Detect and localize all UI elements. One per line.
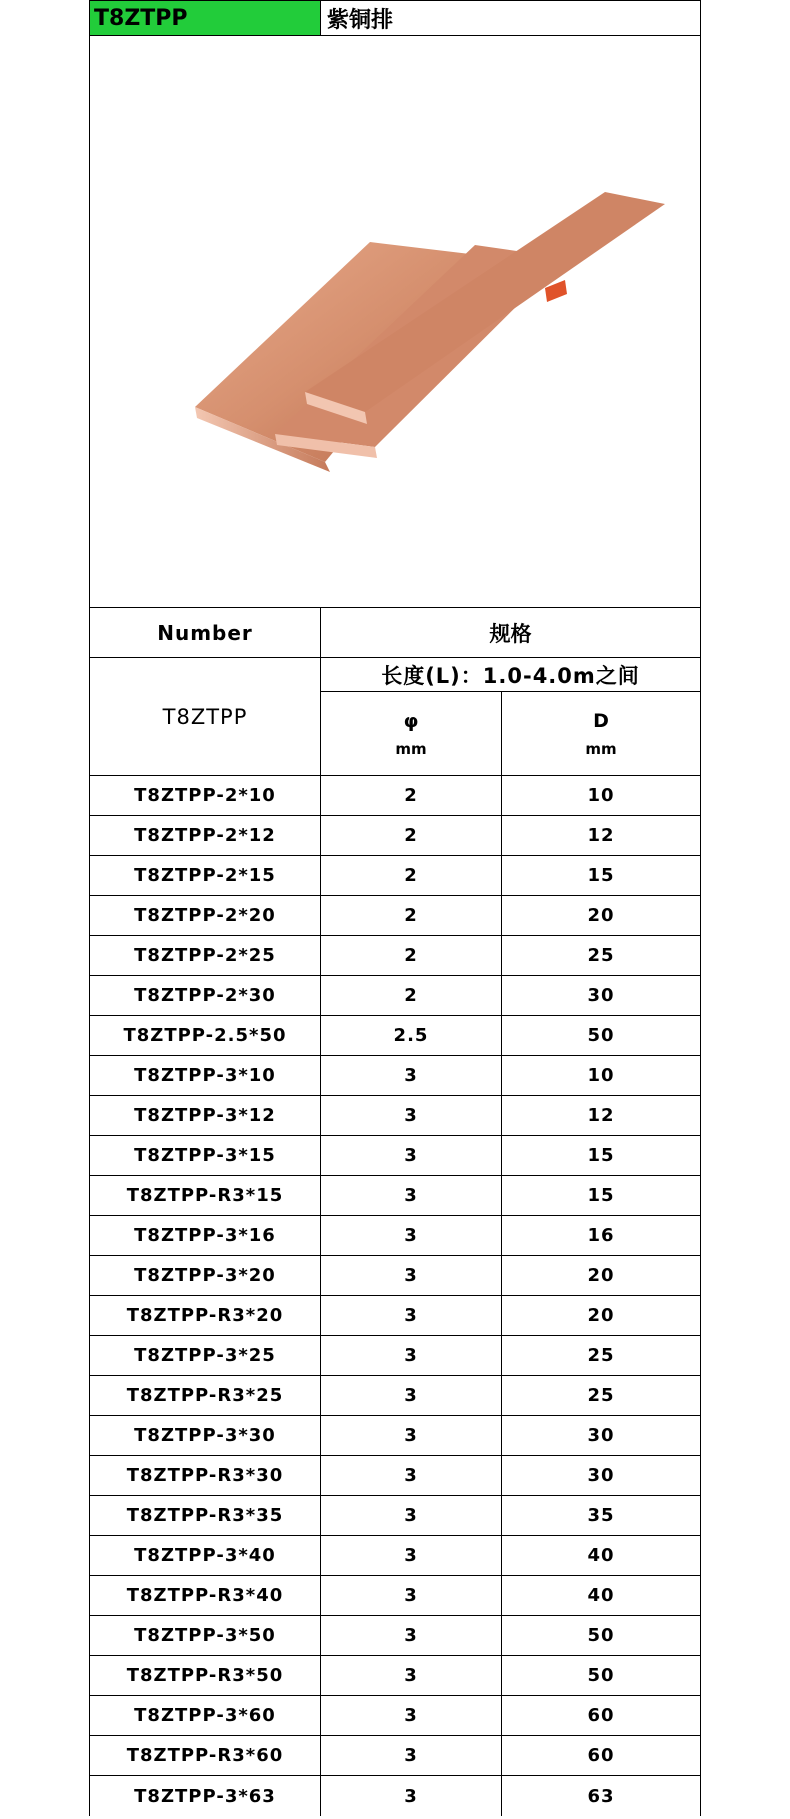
row-phi: 2.5 [321,1016,502,1055]
row-phi: 3 [321,1176,502,1215]
product-code: T8ZTPP [90,1,321,35]
table-row [89,776,701,816]
row-number: T8ZTPP-3*20 [90,1256,321,1295]
row-d: 63 [587,1785,615,1807]
row-phi: 3 [321,1616,502,1655]
row-number: T8ZTPP-R3*15 [90,1176,321,1215]
row-d: 50 [587,1625,615,1646]
row-number: T8ZTPP-2*10 [90,776,321,815]
row-d: 30 [587,985,615,1006]
row-number: T8ZTPP-3*15 [90,1136,321,1175]
row-number: T8ZTPP-3*25 [90,1336,321,1375]
table-row [89,1016,701,1056]
table-row [89,1736,701,1776]
row-number: T8ZTPP-R3*30 [90,1456,321,1495]
row-number: T8ZTPP-3*50 [90,1616,321,1655]
row-d: 20 [587,1265,615,1286]
row-d: 12 [587,825,615,846]
table-row [89,1496,701,1536]
table-row [89,1456,701,1496]
row-phi: 3 [321,1696,502,1735]
row-number: T8ZTPP-3*60 [90,1696,321,1735]
row-number: T8ZTPP-3*63 [90,1776,321,1816]
row-phi: 3 [321,1136,502,1175]
row-number: T8ZTPP-R3*35 [90,1496,321,1535]
table-row [89,1696,701,1736]
table-row [89,1536,701,1576]
table-row [89,976,701,1016]
row-phi: 3 [321,1376,502,1415]
row-number: T8ZTPP-3*16 [90,1216,321,1255]
row-phi: 2 [321,776,502,815]
row-d: 30 [587,1465,615,1486]
table-row [89,1376,701,1416]
row-number: T8ZTPP-R3*20 [90,1296,321,1335]
row-number: T8ZTPP-R3*50 [90,1656,321,1695]
row-number: T8ZTPP-3*30 [90,1416,321,1455]
table-row [89,1176,701,1216]
row-d: 10 [587,785,615,806]
row-d: 15 [587,1145,615,1166]
row-phi: 3 [321,1096,502,1135]
table-row [89,1256,701,1296]
row-phi: 3 [321,1336,502,1375]
row-d: 15 [587,1185,615,1206]
d-column-header [502,692,700,775]
row-phi: 3 [321,1456,502,1495]
table-row [89,936,701,976]
table-row [89,1616,701,1656]
table-row [89,1216,701,1256]
row-d: 25 [587,1345,615,1366]
row-number: T8ZTPP-2.5*50 [90,1016,321,1055]
row-number: T8ZTPP-3*10 [90,1056,321,1095]
table-row [89,1296,701,1336]
row-d: 30 [587,1425,615,1446]
row-phi: 2 [321,856,502,895]
row-number: T8ZTPP-2*20 [90,896,321,935]
row-phi: 2 [321,936,502,975]
row-d: 60 [587,1705,615,1726]
d-unit: mm [585,739,617,758]
product-image [89,36,701,608]
row-number: T8ZTPP-3*12 [90,1096,321,1135]
row-number: T8ZTPP-R3*60 [90,1736,321,1775]
phi-column-header [321,692,502,775]
table-row [89,816,701,856]
row-d: 50 [587,1025,615,1046]
row-phi: 3 [321,1056,502,1095]
table-row [89,1056,701,1096]
copper-busbar-image [125,62,665,582]
row-phi: 3 [321,1496,502,1535]
product-name: 紫铜排 [327,7,394,33]
table-row [89,1416,701,1456]
row-number: T8ZTPP-R3*25 [90,1376,321,1415]
row-number: T8ZTPP-2*15 [90,856,321,895]
row-d: 10 [587,1065,615,1086]
row-d: 15 [587,865,615,886]
row-number: T8ZTPP-2*30 [90,976,321,1015]
table-row [89,1776,701,1816]
table-row [89,1576,701,1616]
row-phi: 3 [321,1296,502,1335]
row-d: 50 [587,1665,615,1686]
row-number: T8ZTPP-2*12 [90,816,321,855]
row-phi: 3 [321,1216,502,1255]
row-phi: 3 [321,1256,502,1295]
table-row [89,1656,701,1696]
table-row [89,856,701,896]
row-number: T8ZTPP-3*40 [90,1536,321,1575]
table-row [89,1096,701,1136]
model-cell: T8ZTPP [90,658,321,775]
row-phi: 3 [321,1416,502,1455]
row-number: T8ZTPP-2*25 [90,936,321,975]
row-d: 25 [587,1385,615,1406]
row-d: 25 [587,945,615,966]
product-spec-sheet [89,0,701,1816]
row-d: 40 [587,1585,615,1606]
row-d: 20 [587,1305,615,1326]
row-phi: 3 [321,1656,502,1695]
row-d: 12 [587,1105,615,1126]
row-d: 16 [587,1225,615,1246]
row-phi: 2 [321,896,502,935]
spec-subheader [89,658,701,776]
number-header: Number [90,608,321,657]
row-d: 35 [587,1505,615,1526]
row-d: 20 [587,905,615,926]
row-phi: 2 [321,816,502,855]
row-number: T8ZTPP-R3*40 [90,1576,321,1615]
table-header-row [89,608,701,658]
row-d: 60 [587,1745,615,1766]
row-phi: 3 [321,1536,502,1575]
row-phi: 3 [321,1576,502,1615]
phi-symbol: φ [403,709,419,732]
table-row [89,1136,701,1176]
title-row [89,0,701,36]
table-row [89,1336,701,1376]
table-row [89,896,701,936]
row-phi: 3 [321,1776,502,1816]
phi-unit: mm [395,739,427,758]
row-phi: 2 [321,976,502,1015]
length-note: 长度(L)：1.0-4.0m之间 [321,658,700,692]
row-phi: 3 [321,1736,502,1775]
row-d: 40 [587,1545,615,1566]
spec-header: 规格 [489,621,532,646]
d-symbol: D [593,709,609,732]
data-rows [89,776,701,1816]
